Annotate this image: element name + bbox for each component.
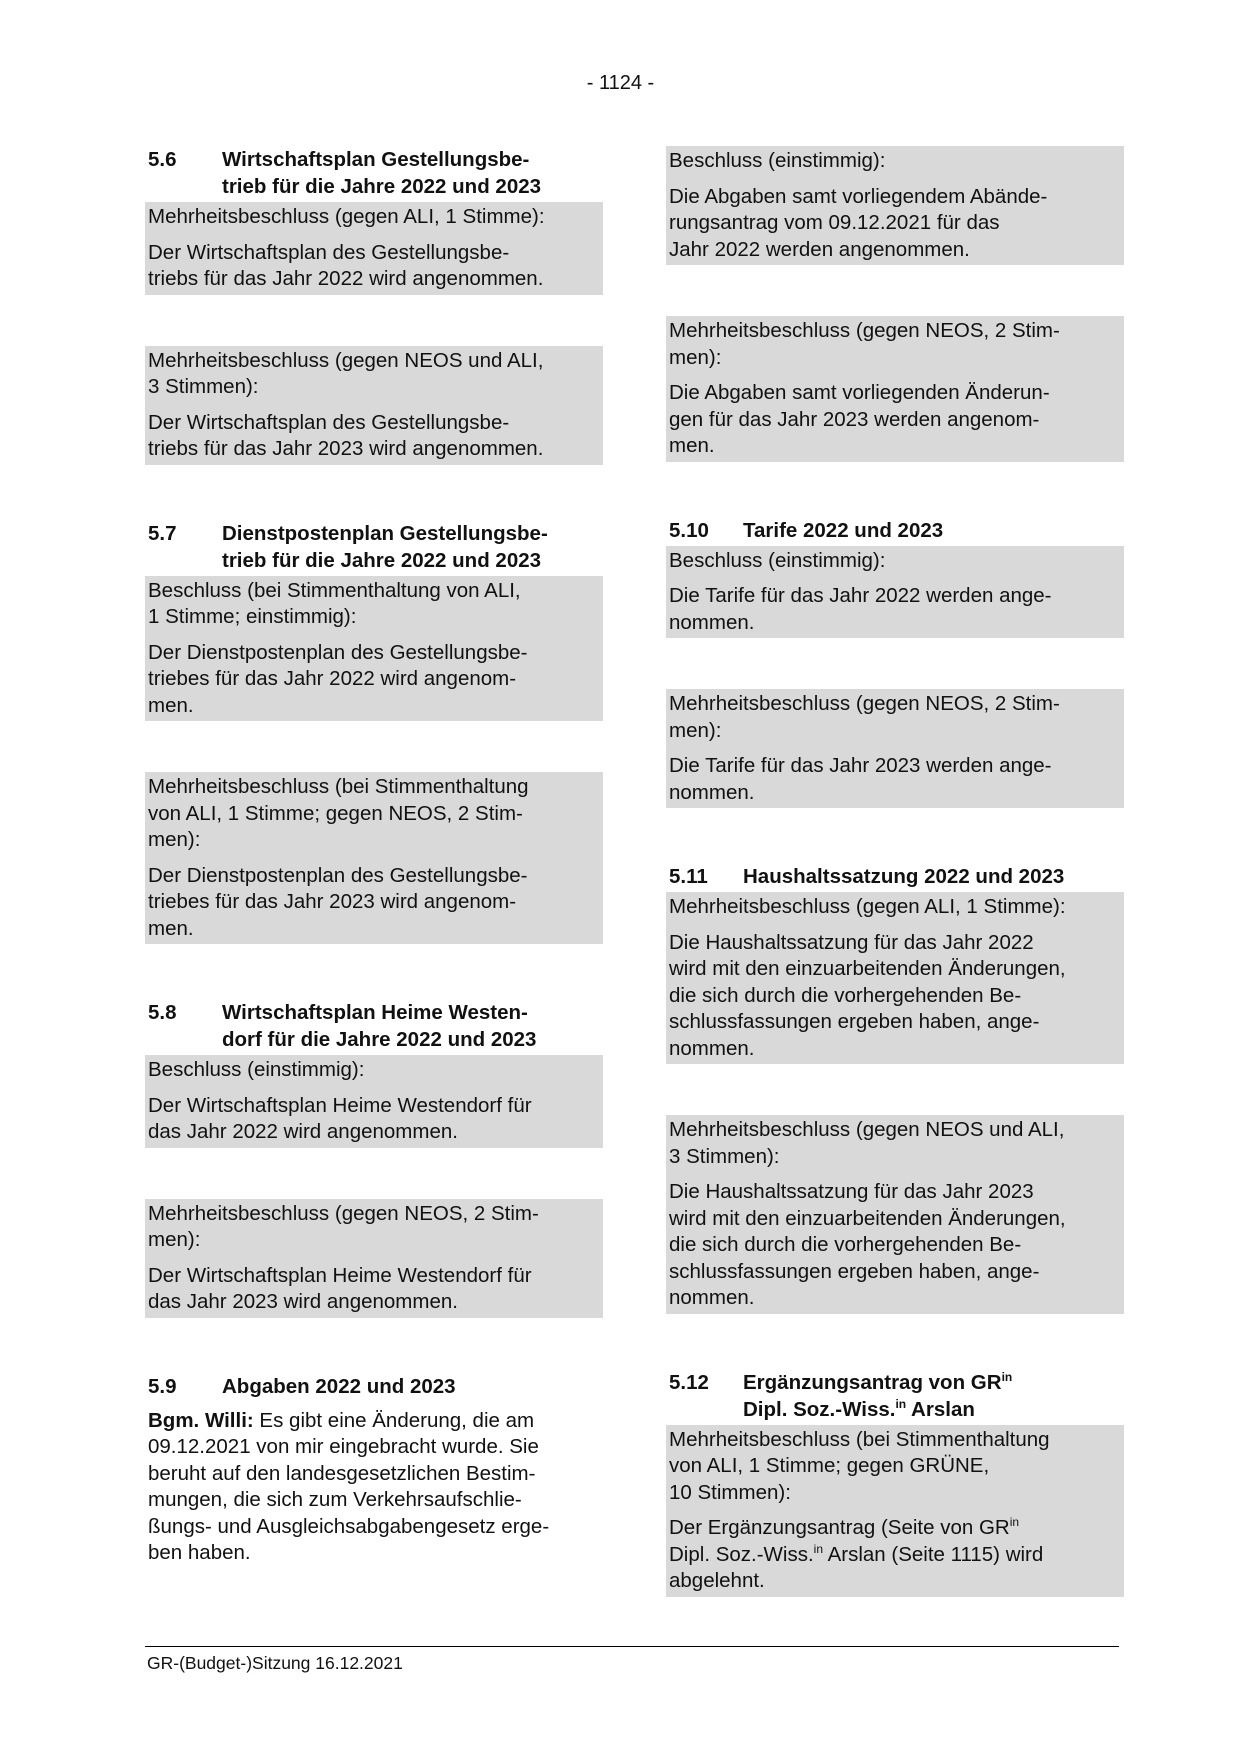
vote-line: Mehrheitsbeschluss (gegen ALI, 1 Stimme): bbox=[669, 895, 1066, 918]
resolution-box bbox=[145, 346, 603, 465]
resolution-box bbox=[145, 1199, 603, 1318]
section-title bbox=[743, 1369, 1124, 1423]
speaker-name: Bgm. Willi: bbox=[148, 1408, 254, 1432]
vote-line: Mehrheitsbeschluss (gegen NEOS, 2 Stim- men): bbox=[669, 692, 1060, 742]
footer: GR-(Budget-)Sitzung 16.12.2021 bbox=[147, 1653, 403, 1673]
resolution-text: Der Wirtschaftsplan des Gestellungsbe- triebs für das Jahr 2022 wird angenommen. bbox=[148, 240, 544, 290]
resolution-box bbox=[145, 576, 603, 722]
resolution-box bbox=[666, 892, 1124, 1064]
vote-line: Mehrheitsbeschluss (bei Stimmenthaltung von ALI, 1 Stimme; gegen GRÜNE, 10 Stimmen): bbox=[669, 1427, 1050, 1504]
section-heading-5-7 bbox=[148, 520, 603, 574]
section-number: 5.8 bbox=[148, 1001, 177, 1024]
resolution-box bbox=[666, 316, 1124, 462]
section-title: Haushaltssatzung 2022 und 2023 bbox=[743, 865, 1065, 888]
speech-text: Es gibt eine Änderung, die am 09.12.2021 von mir eingebracht wurde. Sie beruht auf den landesgesetzlichen Bestim- mungen, die sich zum Verkehrsaufschlie- ßungs- und Ausgleichsabgabengesetz erge- ben haben. bbox=[148, 1408, 550, 1564]
vote-line: Mehrheitsbeschluss (gegen NEOS und ALI, 3 Stimmen): bbox=[669, 1118, 1065, 1168]
vote-line: Beschluss (einstimmig): bbox=[669, 149, 886, 172]
resolution-text: Die Abgaben samt vorliegenden Änderun- gen für das Jahr 2023 werden angenom- men. bbox=[669, 381, 1050, 457]
title-part: Ergänzungsantrag von GR bbox=[743, 1370, 1002, 1394]
section-heading-5-8 bbox=[148, 999, 603, 1053]
vote-line: Mehrheitsbeschluss (gegen NEOS, 2 Stim- men): bbox=[669, 319, 1060, 369]
section-title: Wirtschaftsplan Gestellungsbe- trieb für die Jahre 2022 und 2023 bbox=[222, 148, 542, 198]
title-part: Arslan bbox=[906, 1397, 975, 1421]
vote-line: Mehrheitsbeschluss (gegen NEOS und ALI, 3 Stimmen): bbox=[148, 348, 544, 398]
resolution-box bbox=[145, 202, 603, 295]
right-column bbox=[666, 146, 1124, 1597]
text-superscript: in bbox=[1009, 1515, 1020, 1530]
page-number: - 1124 - bbox=[586, 72, 655, 94]
section-heading-5-9 bbox=[148, 1373, 603, 1400]
title-superscript: in bbox=[1001, 1369, 1013, 1384]
section-number: 5.6 bbox=[148, 148, 177, 171]
vote-line: Mehrheitsbeschluss (gegen ALI, 1 Stimme): bbox=[148, 205, 545, 228]
section-title: Abgaben 2022 und 2023 bbox=[222, 1374, 456, 1398]
section-number: 5.10 bbox=[669, 518, 709, 542]
resolution-text: Der Wirtschaftsplan Heime Westendorf für das Jahr 2022 wird angenommen. bbox=[148, 1093, 532, 1143]
footer-divider bbox=[145, 1646, 1119, 1647]
resolution-text: Der Dienstpostenplan des Gestellungsbe- triebes für das Jahr 2022 wird angenom- men. bbox=[148, 640, 528, 717]
section-heading-5-11 bbox=[669, 863, 1124, 890]
vote-line: Beschluss (einstimmig): bbox=[669, 548, 886, 572]
resolution-box bbox=[145, 772, 603, 944]
section-number: 5.11 bbox=[669, 865, 708, 888]
resolution-text: Der Wirtschaftsplan des Gestellungsbe- triebs für das Jahr 2023 wird angenommen. bbox=[148, 410, 544, 460]
section-heading-5-6 bbox=[148, 146, 603, 200]
vote-line: Beschluss (bei Stimmenthaltung von ALI, 1 Stimme; einstimmig): bbox=[148, 578, 521, 628]
section-title: Dienstpostenplan Gestellungsbe- trieb für die Jahre 2022 und 2023 bbox=[222, 521, 548, 572]
text-part: Der Ergänzungsantrag (Seite von GR bbox=[669, 1516, 1010, 1539]
text-part: Arslan (Seite 1115) wird abgelehnt. bbox=[669, 1542, 1044, 1592]
left-column bbox=[145, 146, 603, 1567]
resolution-text: Der Dienstpostenplan des Gestellungsbe- triebes für das Jahr 2023 wird angenom- men. bbox=[148, 863, 528, 940]
title-superscript: in bbox=[895, 1396, 907, 1411]
resolution-text: Die Haushaltssatzung für das Jahr 2023 wird mit den einzuarbeitenden Änderungen, die sich durch die vorhergehenden Be- schlussfassungen ergeben haben, ange- nommen. bbox=[669, 1180, 1066, 1309]
text-part: Dipl. Soz.-Wiss. bbox=[669, 1542, 814, 1566]
resolution-box bbox=[666, 146, 1124, 265]
resolution-text: Die Tarife für das Jahr 2022 werden ange- nommen. bbox=[669, 584, 1052, 634]
speech-paragraph bbox=[148, 1408, 603, 1567]
section-number: 5.12 bbox=[669, 1370, 709, 1394]
resolution-box bbox=[666, 689, 1124, 808]
resolution-box bbox=[666, 1425, 1124, 1597]
resolution-text: Der Wirtschaftsplan Heime Westendorf für das Jahr 2023 wird angenommen. bbox=[148, 1263, 532, 1313]
section-heading-5-12 bbox=[669, 1369, 1124, 1423]
section-title: Tarife 2022 und 2023 bbox=[743, 518, 944, 542]
section-number: 5.7 bbox=[148, 521, 177, 545]
vote-line: Mehrheitsbeschluss (gegen NEOS, 2 Stim- men): bbox=[148, 1201, 539, 1251]
section-number: 5.9 bbox=[148, 1374, 177, 1398]
resolution-text bbox=[669, 1515, 1121, 1595]
text-superscript: in bbox=[813, 1541, 823, 1556]
resolution-box bbox=[145, 1055, 603, 1148]
section-heading-5-10 bbox=[669, 517, 1124, 544]
resolution-text: Die Tarife für das Jahr 2023 werden ange- nommen. bbox=[669, 754, 1052, 804]
resolution-box bbox=[666, 1115, 1124, 1314]
section-title: Wirtschaftsplan Heime Westen- dorf für die Jahre 2022 und 2023 bbox=[222, 1001, 537, 1051]
resolution-text: Die Haushaltssatzung für das Jahr 2022 wird mit den einzuarbeitenden Änderungen, die sich durch die vorhergehenden Be- schlussfassungen ergeben haben, ange- nommen. bbox=[669, 930, 1066, 1060]
resolution-text: Die Abgaben samt vorliegendem Abände- rungsantrag vom 09.12.2021 für das Jahr 2022 werden angenommen. bbox=[669, 184, 1048, 261]
vote-line: Beschluss (einstimmig): bbox=[148, 1058, 365, 1081]
resolution-box bbox=[666, 546, 1124, 639]
vote-line: Mehrheitsbeschluss (bei Stimmenthaltung von ALI, 1 Stimme; gegen NEOS, 2 Stim- men): bbox=[148, 775, 529, 851]
title-part: Dipl. Soz.-Wiss. bbox=[743, 1397, 896, 1421]
